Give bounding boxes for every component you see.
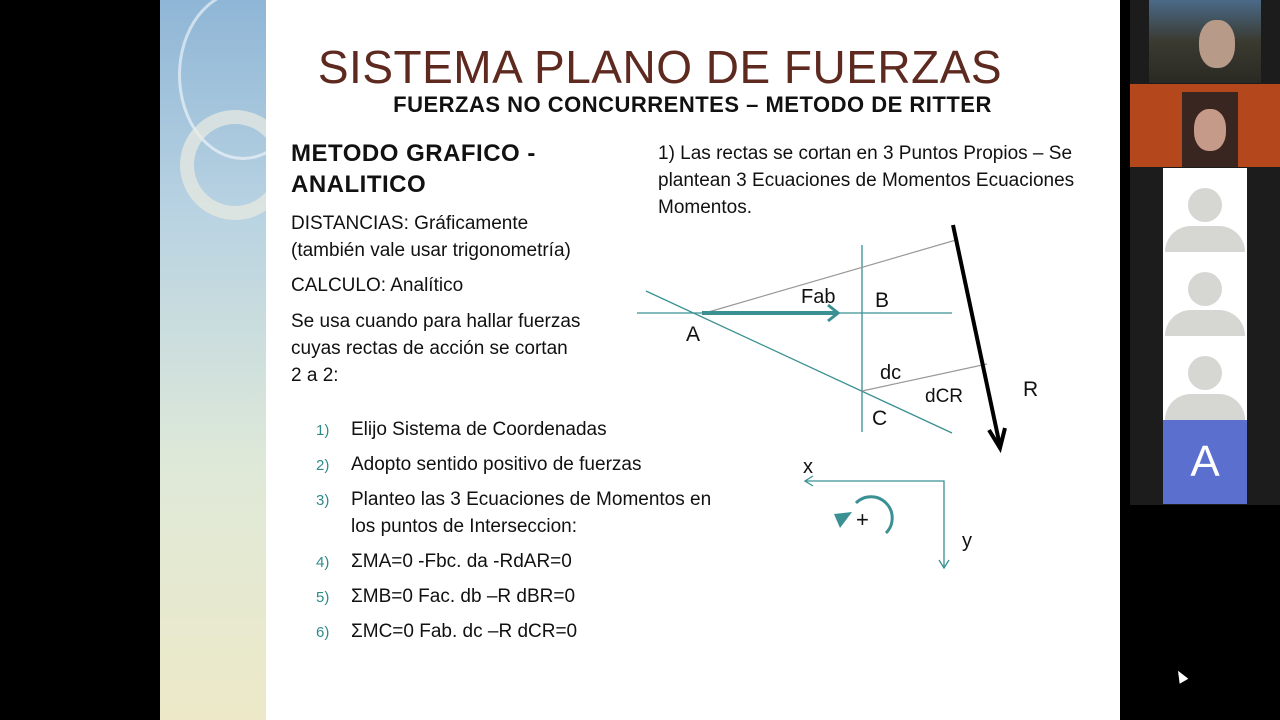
step-number: 2) [316, 457, 330, 474]
left-heading: METODO GRAFICO - [291, 140, 536, 167]
step-text: Elijo Sistema de Coordenadas [351, 419, 607, 440]
equation-mc: ΣMC=0 Fab. dc –R dCR=0 [351, 621, 578, 642]
slide-title: SISTEMA PLANO DE FUERZAS [317, 41, 1003, 93]
x-axis-label: x [803, 456, 813, 478]
point-c-label: C [872, 407, 888, 430]
right-text: plantean 3 Ecuaciones de Momentos Ecuaciones [658, 170, 1075, 191]
step-number: 4) [316, 554, 330, 571]
participant-initial-avatar[interactable]: A [1163, 420, 1247, 504]
point-a-label: A [686, 323, 701, 346]
distancias-text: DISTANCIAS: Gráficamente [291, 213, 529, 234]
participant-video[interactable] [1130, 84, 1280, 167]
right-text: 1) Las rectas se cortan en 3 Puntos Propios – Se [658, 143, 1073, 164]
equation-mb: ΣMB=0 Fac. db –R dBR=0 [351, 586, 576, 607]
participant-avatar[interactable] [1163, 336, 1247, 420]
step-number: 5) [316, 589, 330, 606]
equation-ma: ΣMA=0 -Fbc. da -RdAR=0 [351, 551, 572, 572]
dc-label: dc [880, 362, 902, 384]
participant-avatar[interactable] [1163, 168, 1247, 252]
fab-label: Fab [801, 286, 836, 308]
step-number: 3) [316, 492, 330, 509]
dcr-label: dCR [925, 386, 964, 407]
uso-text: 2 a 2: [291, 365, 339, 386]
participants-panel [1130, 0, 1280, 505]
step-text: Adopto sentido positivo de fuerzas [351, 454, 642, 475]
participant-avatar[interactable] [1163, 252, 1247, 336]
uso-text: Se usa cuando para hallar fuerzas [291, 311, 581, 332]
left-heading-2: ANALITICO [291, 171, 427, 198]
uso-text: cuyas rectas de acción se cortan [291, 338, 568, 359]
resultant-label: R [1023, 378, 1039, 401]
axes [805, 476, 949, 568]
calculo-text: CALCULO: Analítico [291, 275, 464, 296]
resultant-arrow [953, 225, 1005, 448]
y-axis-label: y [962, 530, 972, 552]
step-text: los puntos de Interseccion: [351, 516, 578, 537]
step-number: 6) [316, 624, 330, 641]
slide-subtitle: FUERZAS NO CONCURRENTES – METODO DE RITTER [393, 92, 992, 117]
participant-video[interactable] [1149, 0, 1261, 83]
step-text: Planteo las 3 Ecuaciones de Momentos en [351, 489, 712, 510]
point-b-label: B [875, 289, 890, 312]
distancias-text-2: (también vale usar trigonometría) [291, 240, 571, 261]
right-text: Momentos. [658, 197, 752, 218]
positive-sign: + [856, 507, 869, 532]
step-number: 1) [316, 422, 330, 439]
